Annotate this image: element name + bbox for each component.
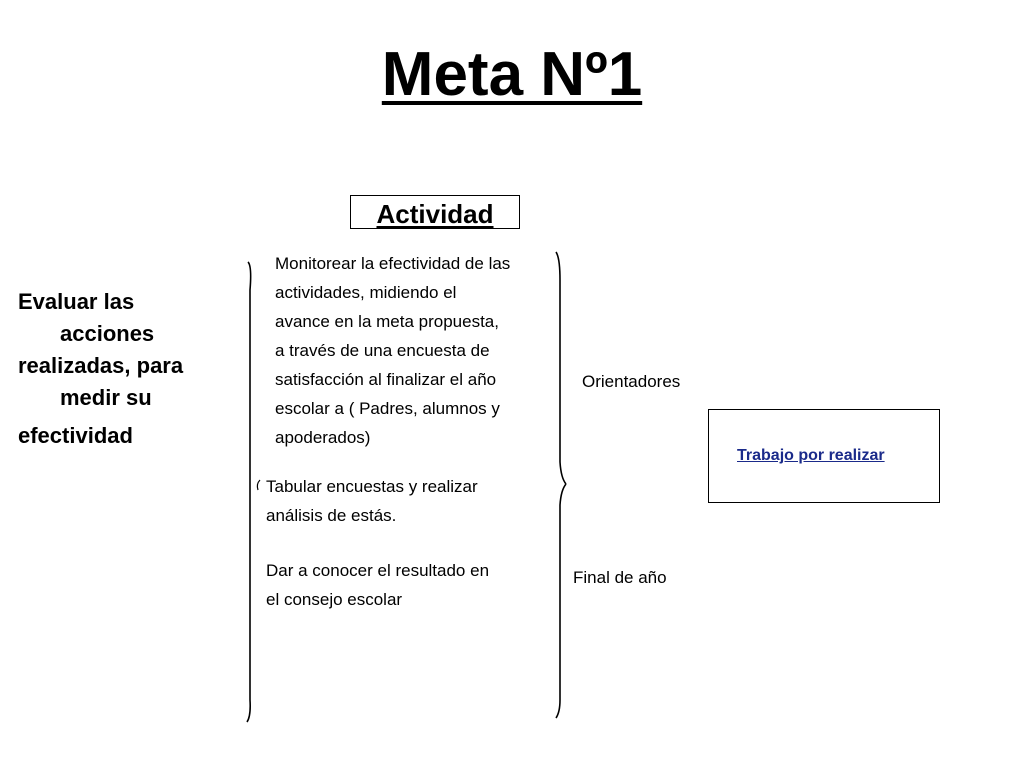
goal-line: Evaluar las bbox=[18, 289, 135, 314]
actividad-header-label: Actividad bbox=[376, 199, 494, 229]
status-box bbox=[708, 409, 940, 503]
activity-line: Monitorear la efectividad de las bbox=[275, 254, 511, 273]
activity-line: apoderados) bbox=[275, 428, 371, 447]
activity-line: análisis de estás. bbox=[266, 506, 397, 525]
activity-line: Tabular encuestas y realizar bbox=[266, 477, 478, 496]
goal-line: realizadas, para bbox=[18, 353, 184, 378]
activity-line: Dar a conocer el resultado en bbox=[266, 561, 490, 580]
activity-line: avance en la meta propuesta, bbox=[275, 312, 499, 331]
goal-line: medir su bbox=[60, 385, 152, 410]
goal-text bbox=[18, 286, 218, 452]
activity-publish bbox=[266, 556, 556, 614]
activity-line: el consejo escolar bbox=[266, 590, 403, 609]
status-link[interactable]: Trabajo por realizar bbox=[737, 447, 885, 464]
right-brace-bottom bbox=[556, 484, 566, 718]
activity-line: satisfacción al finalizar el año bbox=[275, 370, 497, 389]
mid-brace-tick bbox=[257, 480, 260, 490]
goal-line: acciones bbox=[60, 321, 155, 346]
goal-line: efectividad bbox=[18, 423, 133, 448]
timeframe-label: Final de año bbox=[573, 568, 667, 587]
activity-monitoring bbox=[275, 249, 565, 452]
activity-line: a través de una encuesta de bbox=[275, 341, 490, 360]
responsible-label: Orientadores bbox=[582, 372, 681, 391]
activity-tabulate bbox=[266, 472, 556, 530]
left-brace bbox=[247, 262, 251, 722]
page-title: Meta Nº1 bbox=[381, 40, 643, 109]
actividad-header-box bbox=[350, 195, 520, 229]
activity-line: escolar a ( Padres, alumnos y bbox=[275, 399, 500, 418]
activity-line: actividades, midiendo el bbox=[275, 283, 457, 302]
